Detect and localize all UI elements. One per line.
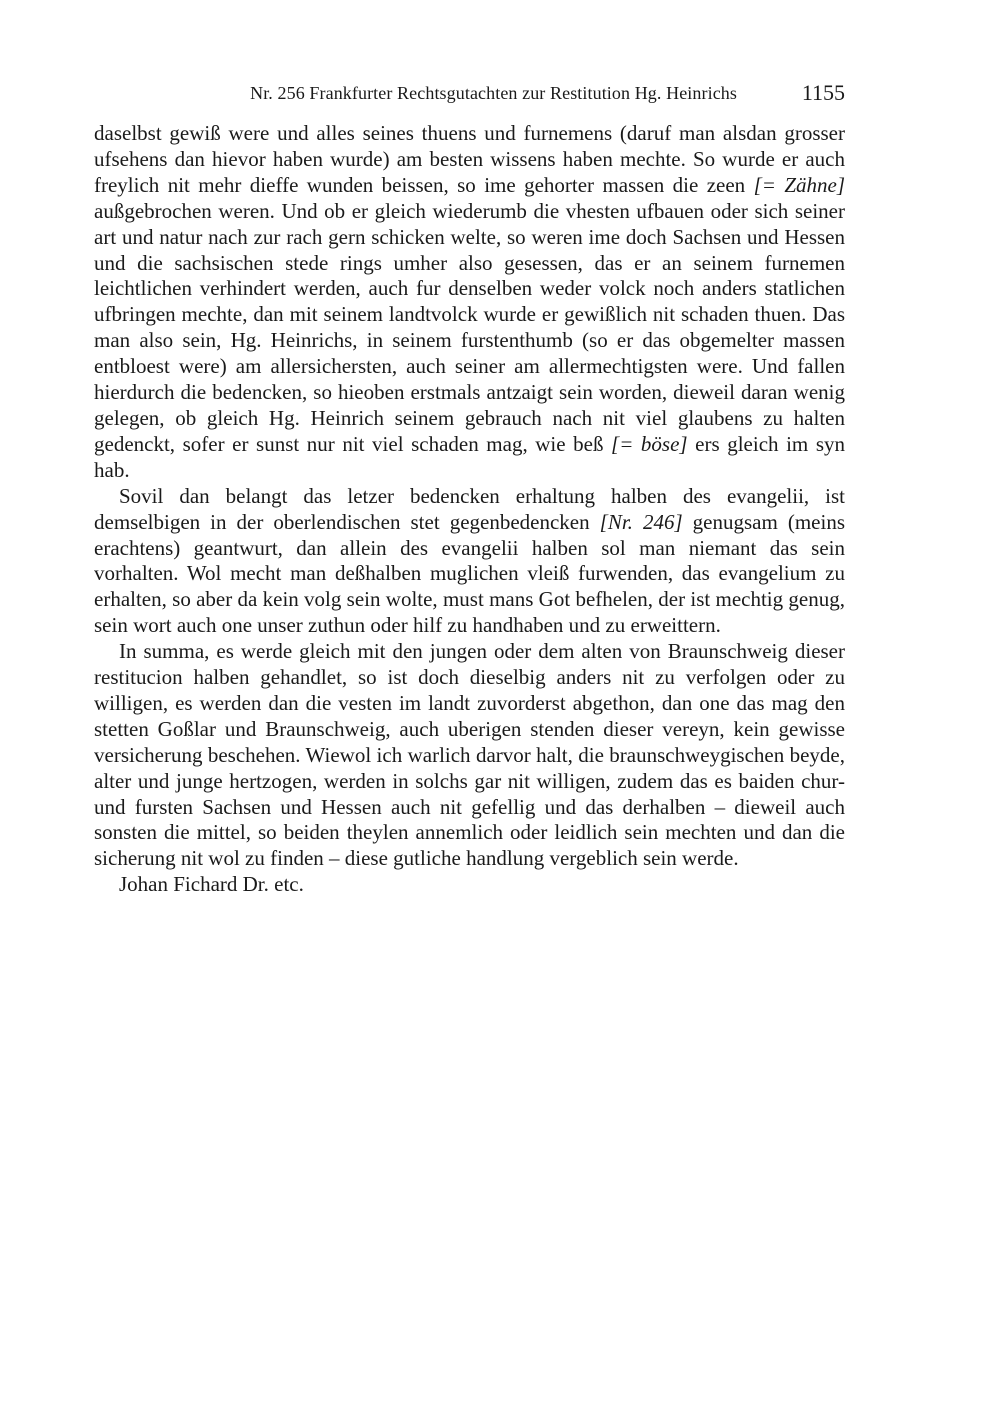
editorial-note: [= böse]	[611, 431, 688, 456]
paragraph-text: ers gleich im syn hab.	[94, 431, 845, 482]
page-header	[94, 80, 845, 108]
paragraph-2	[94, 484, 845, 639]
signature: Johan Fichard Dr. etc.	[119, 872, 304, 897]
paragraph-text: daselbst gewiß were und alles seines thuens und furnemens (daruf man alsdan grosser ufsehens dan hievor haben wurde) am besten wissens haben mechte. So wurde er auch freylich nit mehr dieffe wunden beissen, so ime gehorter massen die zeen	[94, 121, 845, 197]
paragraph-1	[94, 121, 845, 484]
body-text	[94, 121, 845, 898]
paragraph-3: In summa, es werde gleich mit den jungen oder dem alten von Braunschweig dieser restitucion halben gehandlet, so ist doch dieselbig anders nit zu verfolgen oder zu willigen, es werden dan die vesten im landt zuvorderst abgethon, dan one das mag den stetten Goßlar und Braunschweig, auch uberigen stenden dieser vereyn, kein gewisse versicherung beschehen. Wiewol ich warlich darvor halt, die braunschweygischen beyde, alter und junge hertzogen, werden in solchs gar nit willigen, zudem das es baiden chur- und fursten Sachsen und Hessen auch nit gefellig und das derhalben – dieweil auch sonsten die mittel, so beiden theylen annemlich oder leidlich sein mechten und dan die sicherung nit wol zu finden – diese gutliche handlung vergeblich sein werde.	[94, 639, 845, 871]
paragraph-text: außgebrochen weren. Und ob er gleich wiederumb die vhesten ufbauen oder sich seiner art und natur nach zur rach gern schicken welte, so weren ime doch Sachsen und Hessen und die sachsischen stede rings umher also gesessen, das er an seinem furnemen leichtlichen verhindert werden, auch fur denselben weder volck noch anders statlichen ufbringen mechte, dan mit seinem landtvolck wurde er gewißlich nit schaden thuen. Das man also sein, Hg. Heinrichs, in seinem furstenthumb (so er das obgemelter massen entbloest were) am allersichersten, auch seiner am allermechtigsten were. Und fallen hierdurch die bedencken, so hieoben erstmals antzaigt sein worden, dieweil daran wenig gelegen, ob gleich Hg. Heinrich seinem gebrauch nach nit viel glaubens zu halten gedenckt, sofer er sunst nur nit viel schaden mag, wie beß	[94, 198, 845, 456]
paragraph-text: genugsam (meins erachtens) geantwurt, dan allein des evangelii halben sol man niemant das sein vorhalten. Wol mecht man deßhalben muglichen vleiß furwenden, das evangelium zu erhalten, so aber da kein volg sein wolte, must mans Got befhelen, der ist mechtig genug, sein wort auch one unser zuthun oder hilf zu handhaben und zu erweittern.	[94, 509, 845, 638]
running-title: Nr. 256 Frankfurter Rechtsgutachten zur Restitution Hg. Heinrichs	[250, 83, 737, 103]
editorial-note: [Nr. 246]	[599, 509, 683, 534]
page-number: 1155	[801, 80, 845, 105]
paragraph-text: Sovil dan belangt das letzer bedencken erhaltung halben des evangelii, ist demselbigen in der oberlendischen stet gegenbedencken	[94, 483, 845, 534]
editorial-note: [= Zähne]	[753, 172, 845, 197]
